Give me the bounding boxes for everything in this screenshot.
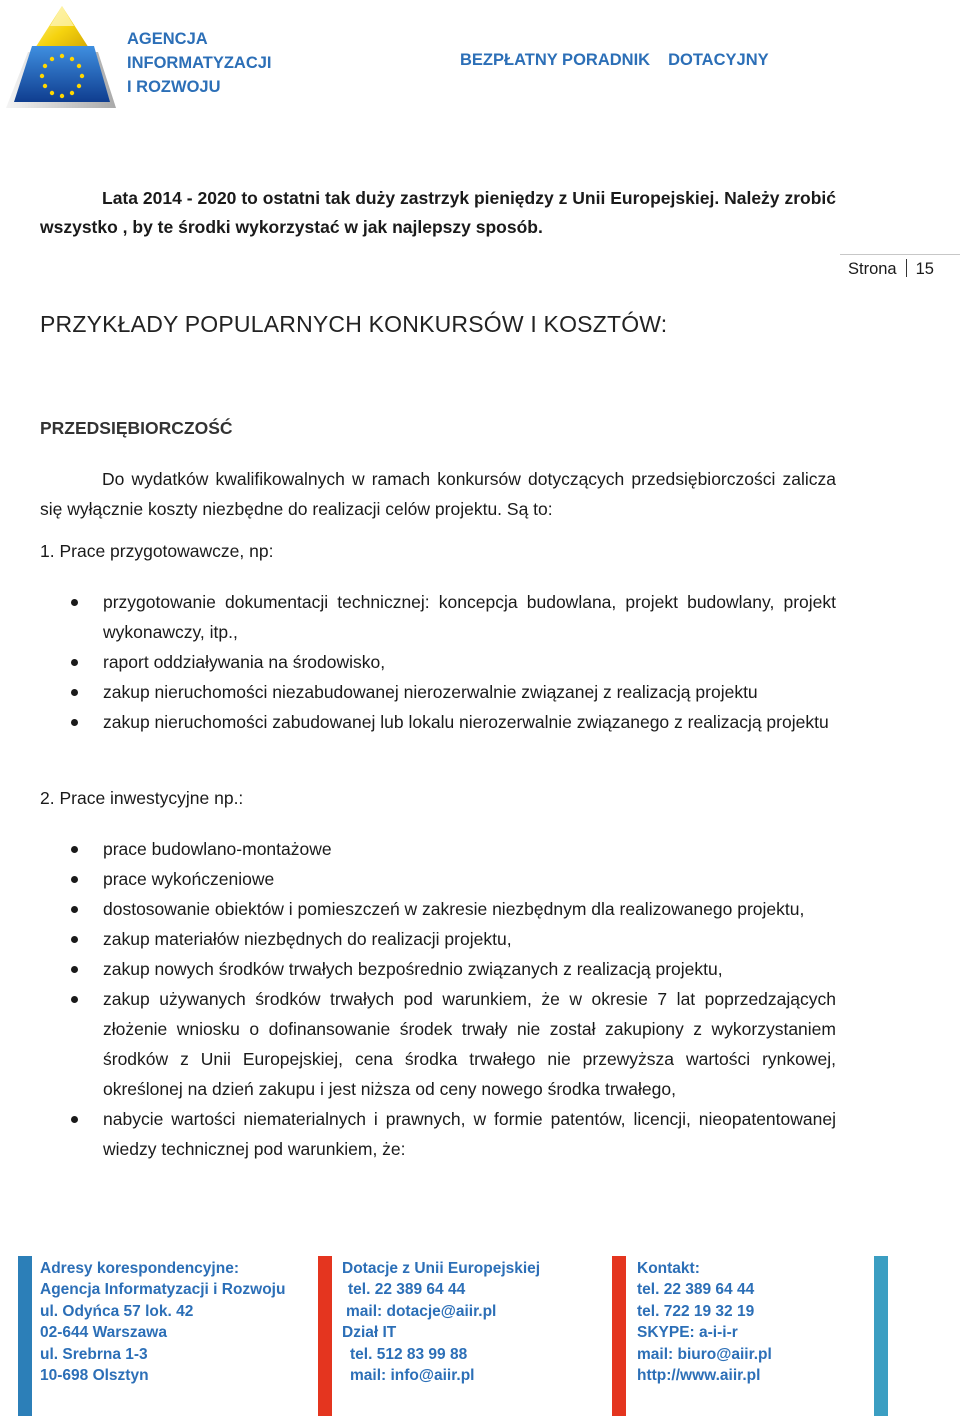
footer-line: Kontakt: — [637, 1260, 700, 1277]
footer-bar-teal — [874, 1256, 888, 1416]
tagline-part: BEZPŁATNY PORADNIK — [460, 51, 651, 69]
bullet-icon — [71, 689, 78, 696]
list-item — [40, 587, 836, 647]
list-item — [40, 924, 836, 954]
agency-name — [127, 27, 272, 99]
section-title: PRZEDSIĘBIORCZOŚĆ — [40, 418, 233, 438]
footer-line: tel. 22 389 64 44 — [348, 1281, 466, 1299]
bullet-icon — [71, 906, 78, 913]
list-item-text: nabycie wartości niematerialnych i prawnych, w formie patentów, licencji, nieopatentowanej wiedzy technicznej pod warunkiem, że: — [103, 1109, 836, 1159]
list-item-text: dostosowanie obiektów i pomieszczeń w zakresie niezbędnym dla realizowanego projektu, — [103, 899, 805, 919]
list-item — [40, 834, 836, 864]
list-item-text: zakup nowych środków trwałych bezpośrednio związanych z realizacją projektu, — [103, 959, 723, 979]
page-label: Strona — [848, 260, 897, 278]
footer-line: ul. Odyńca 57 lok. 42 — [40, 1302, 194, 1320]
footer-contact — [637, 1258, 772, 1386]
footer-line: 02-644 Warszawa — [40, 1324, 167, 1342]
list-item-text: raport oddziaływania na środowisko, — [103, 652, 386, 672]
footer-email-link[interactable]: mail: dotacje@aiir.pl — [346, 1302, 497, 1320]
footer-eu-grants — [342, 1258, 540, 1386]
list-item-text: zakup nieruchomości niezabudowanej nierozerwalnie związanej z realizacją projektu — [103, 682, 758, 702]
header-tagline — [460, 51, 769, 70]
bullet-icon — [71, 966, 78, 973]
agency-name-line: AGENCJA — [127, 30, 208, 48]
list-item-text: prace budowlano-montażowe — [103, 839, 332, 859]
footer-bar-red — [318, 1256, 332, 1416]
bullet-icon — [71, 1116, 78, 1123]
intro-text — [40, 184, 836, 242]
footer-website-link[interactable]: http://www.aiir.pl — [637, 1367, 761, 1385]
bullet-list-1 — [40, 587, 836, 737]
list-item — [40, 707, 836, 737]
list-item — [40, 984, 836, 1104]
list-item-text: zakup materiałów niezbędnych do realizacji projektu, — [103, 929, 512, 949]
bullet-icon — [71, 599, 78, 606]
agency-name-line: I ROZWOJU — [127, 78, 221, 96]
eu-stars-triangle-logo-icon — [4, 4, 120, 116]
footer-bar-red — [612, 1256, 626, 1416]
intro-paragraph: Lata 2014 - 2020 to ostatni tak duży zastrzyk pieniędzy z Unii Europejskiej. Należy zrobić wszystko , by te środki wykorzystać w jak najlepszy sposób. — [40, 188, 836, 237]
page-number — [848, 259, 934, 279]
footer-line: tel. 722 19 32 19 — [637, 1302, 755, 1320]
list-item-text: zakup nieruchomości zabudowanej lub lokalu nierozerwalnie związanego z realizacją projektu — [103, 712, 829, 732]
main-title: PRZYKŁADY POPULARNYCH KONKURSÓW I KOSZTÓW: — [40, 311, 668, 337]
page-number-value: 15 — [915, 260, 934, 278]
tagline-part: DOTACYJNY — [668, 51, 769, 69]
footer-email-link[interactable]: mail: info@aiir.pl — [350, 1367, 475, 1385]
list-heading-2: 2. Prace inwestycyjne np.: — [40, 788, 244, 808]
footer-line: tel. 512 83 99 88 — [350, 1345, 468, 1363]
list-heading-1: 1. Prace przygotowawcze, np: — [40, 541, 274, 561]
list-item — [40, 864, 836, 894]
section-paragraph-text: Do wydatków kwalifikowalnych w ramach konkursów dotyczących przedsiębiorczości zalicza się wyłącznie koszty niezbędne do realizacji celów projektu. Są to: — [40, 469, 836, 519]
list-item — [40, 894, 836, 924]
list-item — [40, 954, 836, 984]
bullet-icon — [71, 876, 78, 883]
footer-line: 10-698 Olsztyn — [40, 1367, 149, 1385]
page-number-rule — [840, 254, 960, 255]
footer-line: Adresy korespondencyjne: — [40, 1260, 239, 1277]
agency-name-line: INFORMATYZACJI — [127, 54, 272, 72]
bullet-list-2 — [40, 834, 836, 1164]
footer-line: ul. Srebrna 1-3 — [40, 1345, 148, 1363]
bullet-icon — [71, 659, 78, 666]
footer-addresses — [40, 1258, 285, 1386]
footer-bar-blue — [18, 1256, 32, 1416]
list-item — [40, 1104, 836, 1164]
page-separator — [906, 259, 907, 277]
footer-line: SKYPE: a-i-i-r — [637, 1324, 738, 1342]
list-item — [40, 647, 836, 677]
bullet-icon — [71, 846, 78, 853]
bullet-icon — [71, 719, 78, 726]
bullet-icon — [71, 936, 78, 943]
bullet-icon — [71, 996, 78, 1003]
list-item-text: zakup używanych środków trwałych pod warunkiem, że w okresie 7 lat poprzedzających złożenie wniosku o dofinansowanie środek trwały nie został zakupiony z wykorzystaniem środków z Unii Europejskiej, cena środka trwałego nie przewyższa wartości rynkowej, określonej na dzień zakupu i jest niższa od ceny nowego środka trwałego, — [103, 989, 836, 1099]
footer-line: Dotacje z Unii Europejskiej — [342, 1260, 541, 1277]
footer-email-link[interactable]: mail: biuro@aiir.pl — [637, 1345, 772, 1363]
agency-logo — [4, 4, 120, 116]
section-paragraph — [40, 464, 836, 524]
list-item-text: prace wykończeniowe — [103, 869, 275, 889]
list-item-text: przygotowanie dokumentacji technicznej: koncepcja budowlana, projekt budowlany, projekt wykonawczy, itp., — [103, 592, 836, 642]
list-item — [40, 677, 836, 707]
footer-line: Dział IT — [342, 1324, 397, 1342]
footer-line: Agencja Informatyzacji i Rozwoju — [40, 1281, 286, 1299]
footer-line: tel. 22 389 64 44 — [637, 1281, 755, 1299]
